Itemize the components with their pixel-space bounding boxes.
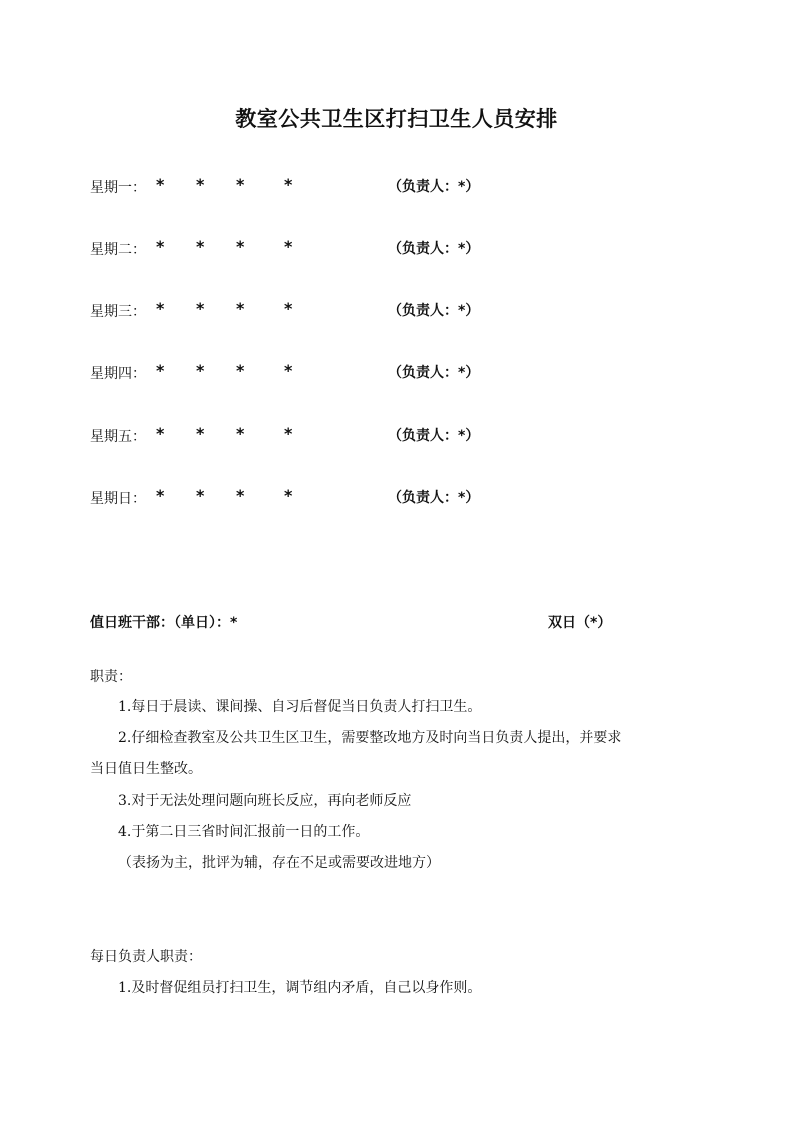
responsibility-item: 4.于第二日三省时间汇报前一日的工作。 (118, 824, 370, 840)
member-placeholder: * (196, 361, 205, 380)
leader-label: （负责人：*） (388, 241, 480, 257)
member-placeholder: * (284, 486, 293, 505)
member-placeholder: * (284, 424, 293, 443)
member-placeholder: * (156, 486, 165, 505)
member-placeholder: * (196, 175, 205, 194)
day-label: 星期四： (90, 366, 146, 382)
responsibility-item-continued: 当日值日生整改。 (90, 761, 202, 777)
schedule-row-friday (90, 424, 540, 446)
leader-label: （负责人：*） (388, 428, 480, 444)
member-placeholder: * (236, 486, 245, 505)
responsibility-item: 1.每日于晨读、课间操、自习后督促当日负责人打扫卫生。 (118, 699, 482, 715)
leader-label: （负责人：*） (388, 179, 480, 195)
responsibility-item: 2.仔细检查教室及公共卫生区卫生，需要整改地方及时向当日负责人提出，并要求 (118, 730, 622, 746)
schedule-row-monday (90, 175, 540, 197)
member-placeholder: * (156, 299, 165, 318)
page-title: 教室公共卫生区打扫卫生人员安排 (235, 107, 558, 131)
leader-label: （负责人：*） (388, 303, 480, 319)
day-label: 星期五： (90, 429, 146, 445)
member-placeholder: * (196, 424, 205, 443)
member-placeholder: * (236, 175, 245, 194)
member-placeholder: * (156, 424, 165, 443)
responsibility-item: 3.对于无法处理问题向班长反应，再向老师反应 (118, 793, 412, 809)
member-placeholder: * (284, 175, 293, 194)
member-placeholder: * (284, 361, 293, 380)
leader-responsibility-item: 1.及时督促组员打扫卫生，调节组内矛盾，自己以身作则。 (118, 980, 482, 996)
member-placeholder: * (284, 237, 293, 256)
schedule-row-thursday (90, 361, 540, 383)
day-label: 星期二： (90, 242, 146, 258)
duty-officer-double-day: 双日（*） (548, 615, 612, 631)
member-placeholder: * (156, 361, 165, 380)
responsibilities-heading: 职责： (90, 669, 132, 685)
duty-officer-line (90, 612, 630, 634)
day-label: 星期日： (90, 491, 146, 507)
member-placeholder: * (236, 299, 245, 318)
responsibility-note: （表扬为主，批评为辅，存在不足或需要改进地方） (118, 855, 440, 871)
schedule-row-sunday (90, 486, 540, 508)
member-placeholder: * (156, 237, 165, 256)
leader-label: （负责人：*） (388, 490, 480, 506)
schedule-row-tuesday (90, 237, 540, 259)
member-placeholder: * (196, 237, 205, 256)
member-placeholder: * (284, 299, 293, 318)
member-placeholder: * (236, 237, 245, 256)
member-placeholder: * (196, 299, 205, 318)
day-label: 星期三： (90, 304, 146, 320)
member-placeholder: * (156, 175, 165, 194)
schedule-row-wednesday (90, 299, 540, 321)
member-placeholder: * (196, 486, 205, 505)
day-label: 星期一： (90, 180, 146, 196)
member-placeholder: * (236, 361, 245, 380)
leader-responsibilities-heading: 每日负责人职责： (90, 949, 202, 965)
leader-label: （负责人：*） (388, 365, 480, 381)
member-placeholder: * (236, 424, 245, 443)
duty-officer-single-day: 值日班干部：（单日）：* (90, 615, 238, 631)
